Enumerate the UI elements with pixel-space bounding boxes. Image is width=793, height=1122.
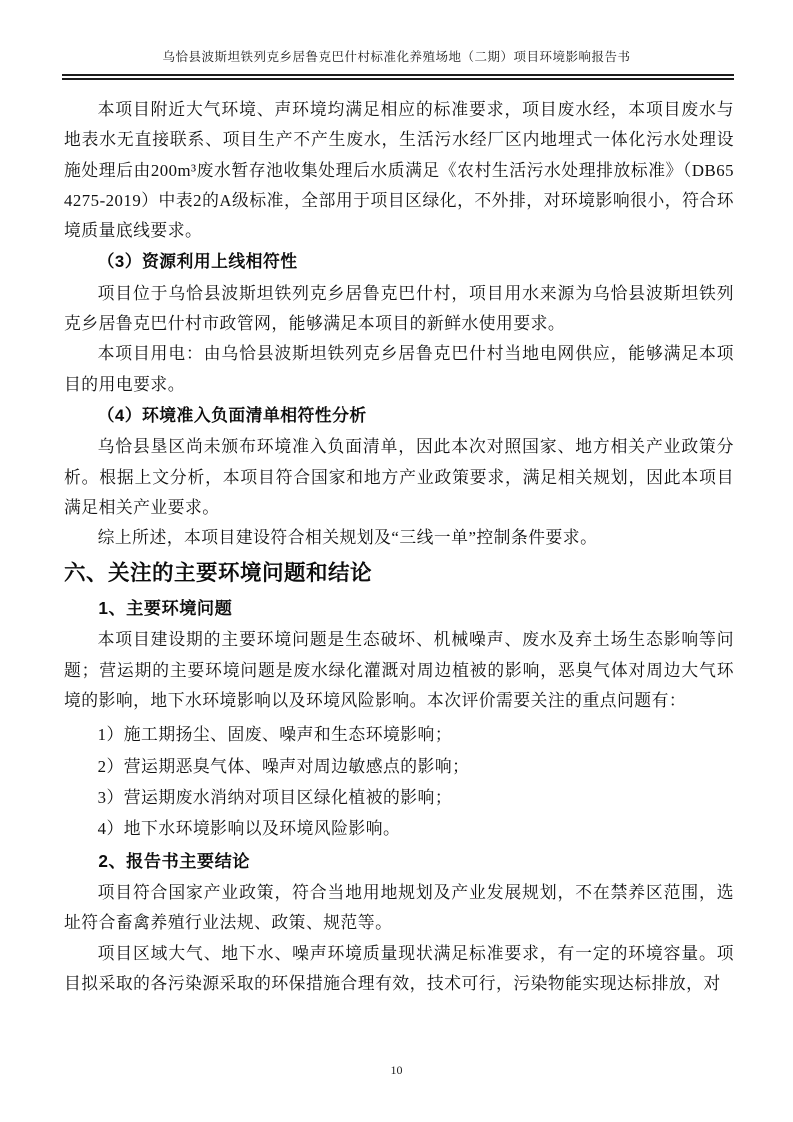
paragraph-environment-capacity: 项目区域大气、地下水、噪声环境质量现状满足标准要求，有一定的环境容量。项目拟采取的各污染源采取的环保措施合理有效，技术可行，污染物能实现达标排放，对 [64,943,734,994]
key-issues-list [64,719,734,844]
paragraph-policy-analysis: 乌恰县垦区尚未颁布环境准入负面清单，因此本次对照国家、地方相关产业政策分析。根据上文分析，本项目符合国家和地方产业政策要求，满足相关规划，因此本项目满足相关产业要求。 [64,437,734,517]
paragraph-power-supply: 本项目用电：由乌恰县波斯坦铁列克乡居鲁克巴什村当地电网供应，能够满足本项目的用电要求。 [64,344,734,394]
subheading-resource-utilization: （3）资源利用上线相符性 [97,252,298,272]
subheading-main-environmental-issues: 1、主要环境问题 [98,598,233,619]
document-body [64,95,734,999]
page-header [0,0,793,80]
list-item-odor-noise-impacts: 2）营运期恶臭气体、噪声对周边敏感点的影响； [97,756,470,776]
paragraph-summary-compliance: 综上所述，本项目建设符合相关规划及“三线一单”控制条件要求。 [97,528,598,548]
paragraph-standards-compliance: 本项目附近大气环境、声环境均满足相应的标准要求，项目废水经，本项目废水与地表水无直接联系、项目生产不产生废水，生活污水经厂区内地埋式一体化污水处理设施处理后由200m³废水暂存池收集处理后水质满足《农村生活污水处理排放标准》（DB65 4275-2019）中表2的A级标准，全部用于项目区绿化，不外排，对环境影响很小，符合环境质量底线要求。 [64,100,734,241]
paragraph-issues-overview: 本项目建设期的主要环境问题是生态破坏、机械噪声、废水及弃土场生态影响等问题；营运期的主要环境问题是废水绿化灌溉对周边植被的影响，恶臭气体对周边大气环境的影响，地下水环境影响以及环境风险影响。本次评价需要关注的重点问题有： [64,630,734,711]
list-item-wastewater-impacts: 3）营运期废水消纳对项目区绿化植被的影响； [97,787,453,807]
paragraph-water-source: 项目位于乌恰县波斯坦铁列克乡居鲁克巴什村，项目用水来源为乌恰县波斯坦铁列克乡居鲁克巴什村市政管网，能够满足本项目的新鲜水使用要求。 [64,283,734,334]
subheading-negative-list-analysis: （4）环境准入负面清单相符性分析 [97,405,367,425]
list-item-construction-impacts: 1）施工期扬尘、固废、噪声和生态环境影响； [97,725,453,745]
paragraph-policy-conformity: 项目符合国家产业政策，符合当地用地规划及产业发展规划，不在禁养区范围，选址符合畜禽养殖行业法规、政策、规范等。 [64,883,734,933]
header-title: 乌恰县波斯坦铁列克乡居鲁克巴什村标准化养殖场地（二期）项目环境影响报告书 [162,50,631,64]
page-footer [0,1063,793,1078]
section-heading-main-issues: 六、关注的主要环境问题和结论 [64,561,373,586]
header-divider [62,74,734,80]
list-item-groundwater-risk-impacts: 4）地下水环境影响以及环境风险影响。 [97,818,401,838]
subheading-report-conclusions: 2、报告书主要结论 [98,851,250,872]
page-number: 10 [390,1063,403,1077]
